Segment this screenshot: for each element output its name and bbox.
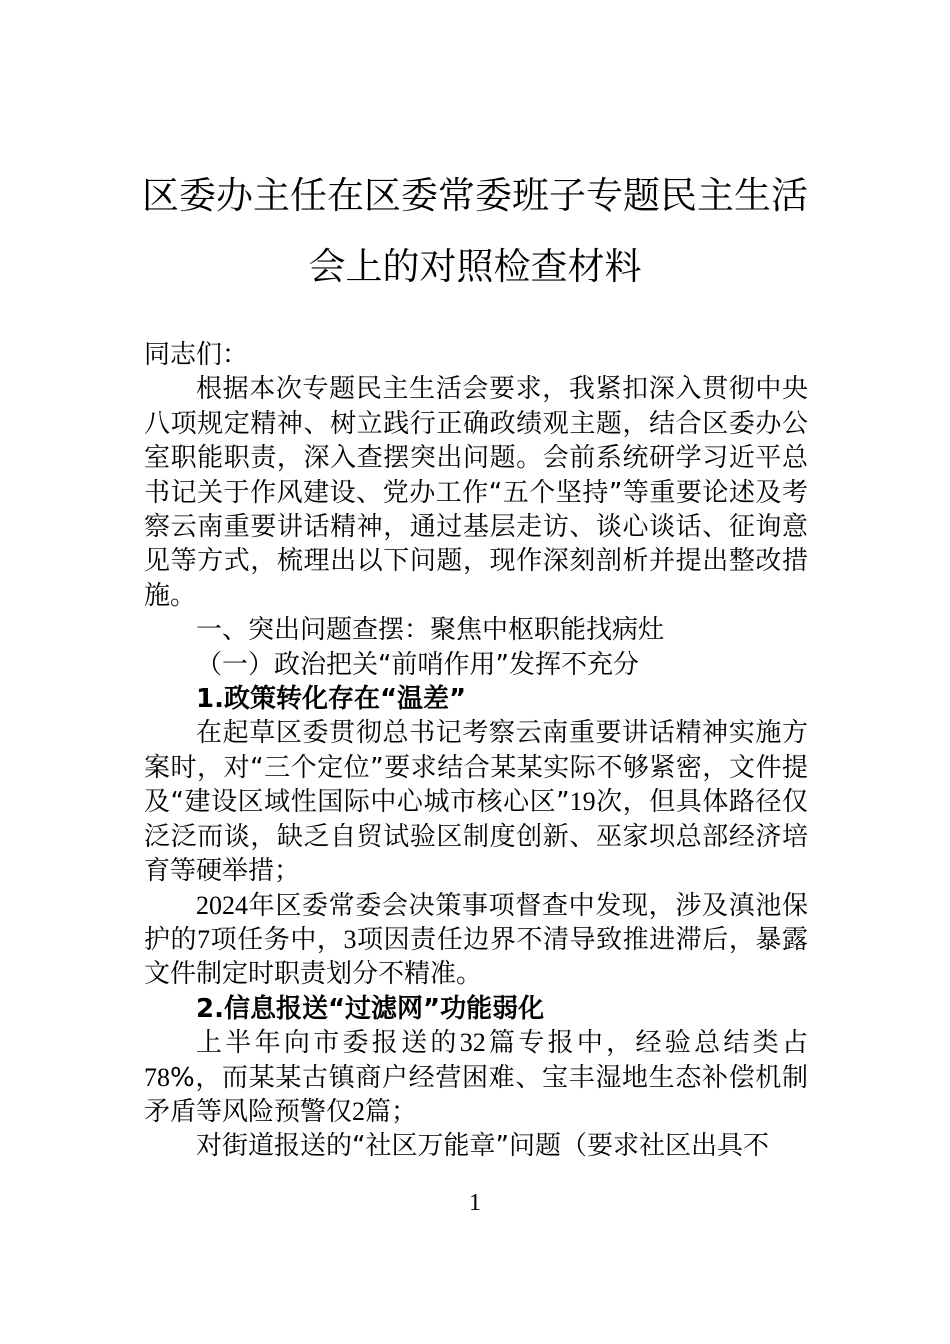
text-segment: 上半年向市委报送的 <box>196 1028 460 1059</box>
item-2-paragraph-2: 对街道报送的“社区万能章”问题（要求社区出具不 <box>196 1131 769 1162</box>
text-segment: 项任务中， <box>210 924 344 955</box>
item-1-heading: 1.政策转化存在“温差” <box>196 684 467 715</box>
year-value: 2024 <box>196 890 248 920</box>
number-value: 7 <box>197 924 211 954</box>
document-title-line-1: 区委办主任在区委常委班子专题民主生活 <box>142 174 808 217</box>
text-segment: 在起草区委贯彻总书记考察云南重要讲话精神实施方案时，对“三个定位”要求结合某某实际不够紧密，文件提及“建设区域性国际中心城市核心区” <box>144 718 808 818</box>
item-2-heading: 2.信息报送“过滤网”功能弱化 <box>196 993 545 1024</box>
text-segment: 次，但具体路径仅泛泛而谈，缺乏自贸试验区制度创新、巫家坝总部经济培育等硬举措； <box>144 787 808 887</box>
section-1-heading: 一、突出问题查摆：聚焦中枢职能找病灶 <box>196 615 665 646</box>
number-value: 32 <box>459 1028 486 1058</box>
text-segment: 年区委常委会决策事项督查中发现，涉及滇池保护的 <box>144 890 808 955</box>
item-1-paragraph-1 <box>144 716 808 888</box>
document-body <box>144 338 808 1164</box>
intro-paragraph: 根据本次专题民主生活会要求，我紧扣深入贯彻中央八项规定精神、树立践行正确政绩观主题，结合区委办公室职能职责，深入查摆突出问题。会前系统研学习近平总书记关于作风建设、党办工作“五个坚持”等重要论述及考察云南重要讲话精神，通过基层走访、谈心谈话、征询意见等方式，梳理出以下问题，现作深刻剖析并提出整改措施。 <box>144 374 808 611</box>
text-segment: 篇； <box>365 1096 418 1127</box>
text-segment: 篇专报中，经验总结类占 <box>485 1028 808 1059</box>
subsection-1-heading: （一）政治把关“前哨作用”发挥不充分 <box>196 649 639 680</box>
page-number: 1 <box>469 1190 481 1216</box>
number-value: 2 <box>352 1096 366 1126</box>
number-value: 3 <box>343 924 357 954</box>
text-segment: %，而某某古镇商户经营困难、宝丰湿地生态补偿机制矛盾等风险预警仅 <box>144 1062 808 1127</box>
text-segment: 项因责任边界不清导致推进滞后，暴露文件制定时职责划分不精准。 <box>144 924 808 990</box>
salutation: 同志们： <box>144 340 249 370</box>
document-title-line-2: 会上的对照检查材料 <box>308 245 642 288</box>
item-2-paragraph-1 <box>144 1026 808 1129</box>
number-value: 78 <box>144 1062 170 1092</box>
number-value: 19 <box>569 787 596 817</box>
item-1-paragraph-2 <box>144 889 808 992</box>
